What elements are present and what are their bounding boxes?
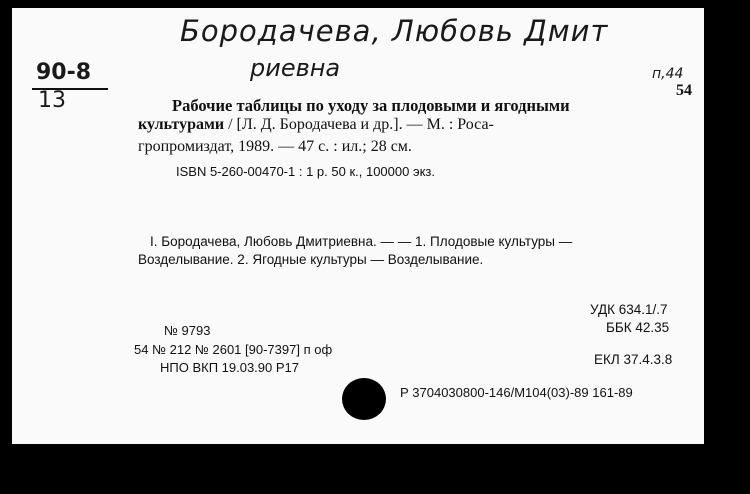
shelf-number: 90-8: [36, 60, 92, 85]
handwritten-author-line2: риевна: [250, 54, 341, 82]
responsibility-statement: / [Л. Д. Бородачева и др.]. — М. : Роса-: [224, 116, 494, 133]
ekl-code: ЕКЛ 37.4.3.8: [594, 352, 673, 367]
title-line-3: гропромиздат, 1989. — 47 с. : ил.; 28 см.: [138, 138, 412, 155]
handwritten-page-fragment: п,44: [652, 66, 684, 82]
title-line-2: [138, 116, 494, 134]
handwritten-author-line1: Бородачева, Любовь Дмит: [180, 14, 609, 48]
number-9793: № 9793: [164, 323, 211, 338]
title-line-1: Рабочие таблицы по уходу за плодовыми и ягодными: [172, 96, 570, 115]
shelf-number-sub: 13: [38, 88, 66, 113]
code-line: Р 3704030800-146/М104(03)-89 161-89: [400, 385, 633, 400]
udk-code: УДК 634.1/.7: [590, 302, 668, 317]
isbn-line: ISBN 5-260-00470-1 : 1 р. 50 к., 100000 экз.: [176, 164, 435, 179]
catalog-card: [12, 8, 704, 444]
npo-line: НПО ВКП 19.03.90 Р17: [160, 360, 300, 375]
order-line: 54 № 212 № 2601 [90-7397] п оф: [134, 342, 333, 357]
bbk-code: ББК 42.35: [606, 320, 670, 335]
page-mark: 54: [676, 82, 692, 99]
punch-hole: [342, 378, 386, 420]
tracing-line-2: Возделывание. 2. Ягодные культуры — Возделывание.: [138, 252, 484, 267]
title-word: культурами: [138, 116, 225, 133]
tracing-line-1: I. Бородачева, Любовь Дмитриевна. — — 1. Плодовые культуры —: [150, 234, 573, 249]
